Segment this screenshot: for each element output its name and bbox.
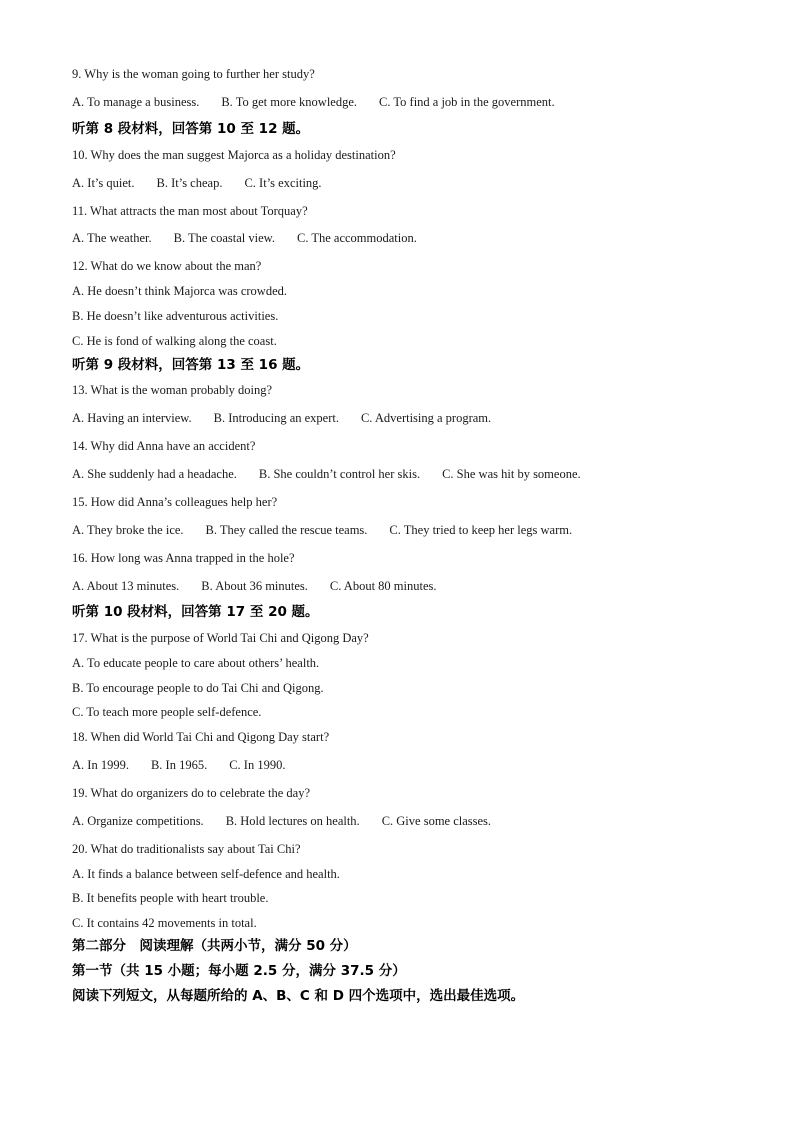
option-a: A. Having an interview. — [72, 411, 192, 425]
option-a: A. Organize competitions. — [72, 814, 204, 828]
section-heading-8: 听第 8 段材料，回答第 10 至 12 题。 — [72, 121, 310, 137]
question-18-stem: 18. When did World Tai Chi and Qigong Day start? — [72, 730, 330, 744]
question-12-option-c: C. He is fond of walking along the coast. — [72, 334, 277, 348]
reading-instruction: 阅读下列短文，从每题所给的 A、B、C 和 D 四个选项中，选出最佳选项。 — [72, 988, 525, 1004]
question-10-stem: 10. Why does the man suggest Majorca as a holiday destination? — [72, 148, 396, 162]
question-12-stem: 12. What do we know about the man? — [72, 259, 262, 273]
question-9-options — [72, 94, 555, 110]
question-17-option-c: C. To teach more people self-defence. — [72, 705, 262, 719]
question-16-stem: 16. How long was Anna trapped in the hole? — [72, 551, 295, 565]
question-11-options — [72, 230, 417, 246]
question-20-option-b: B. It benefits people with heart trouble. — [72, 891, 269, 905]
option-c: C. In 1990. — [229, 758, 286, 772]
question-13-options — [72, 410, 491, 426]
question-18-options — [72, 757, 285, 773]
section-heading-9: 听第 9 段材料，回答第 13 至 16 题。 — [72, 357, 310, 373]
option-c: C. To find a job in the government. — [379, 95, 555, 109]
question-19-stem: 19. What do organizers do to celebrate the day? — [72, 786, 310, 800]
option-b: B. In 1965. — [150, 758, 208, 772]
option-c: C. About 80 minutes. — [329, 579, 437, 593]
option-a: A. About 13 minutes. — [72, 579, 180, 593]
option-c: C. The accommodation. — [296, 231, 417, 245]
question-20-stem: 20. What do traditionalists say about Tai Chi? — [72, 842, 301, 856]
option-b: B. Introducing an expert. — [213, 411, 339, 425]
option-c: C. Advertising a program. — [360, 411, 492, 425]
question-13-stem: 13. What is the woman probably doing? — [72, 383, 273, 397]
option-a: A. The weather. — [72, 231, 152, 245]
option-b: B. It’s cheap. — [156, 176, 223, 190]
option-a: A. She suddenly had a headache. — [72, 467, 237, 481]
option-a: A. It’s quiet. — [72, 176, 135, 190]
question-12-option-a: A. He doesn’t think Majorca was crowded. — [72, 284, 287, 298]
question-9-stem: 9. Why is the woman going to further her study? — [72, 67, 315, 81]
part-two-section-one-heading: 第一节（共 15 小题；每小题 2.5 分，满分 37.5 分） — [72, 963, 406, 979]
question-14-options — [72, 466, 581, 482]
question-12-option-b: B. He doesn’t like adventurous activities. — [72, 309, 279, 323]
option-b: B. They called the rescue teams. — [205, 523, 368, 537]
section-heading-10: 听第 10 段材料，回答第 17 至 20 题。 — [72, 604, 319, 620]
question-17-stem: 17. What is the purpose of World Tai Chi and Qigong Day? — [72, 631, 369, 645]
question-10-options — [72, 175, 322, 191]
question-19-options — [72, 813, 491, 829]
option-a: A. In 1999. — [72, 758, 129, 772]
question-17-option-b: B. To encourage people to do Tai Chi and Qigong. — [72, 681, 324, 695]
option-a: A. To manage a business. — [72, 95, 200, 109]
option-b: B. The coastal view. — [173, 231, 275, 245]
question-11-stem: 11. What attracts the man most about Torquay? — [72, 204, 308, 218]
option-a: A. They broke the ice. — [72, 523, 184, 537]
question-15-options — [72, 522, 572, 538]
option-c: C. She was hit by someone. — [442, 467, 581, 481]
question-17-option-a: A. To educate people to care about others’ health. — [72, 656, 320, 670]
option-b: B. About 36 minutes. — [201, 579, 308, 593]
question-20-option-c: C. It contains 42 movements in total. — [72, 916, 257, 930]
option-c: C. It’s exciting. — [244, 176, 322, 190]
option-c: C. Give some classes. — [381, 814, 492, 828]
question-15-stem: 15. How did Anna’s colleagues help her? — [72, 495, 278, 509]
question-14-stem: 14. Why did Anna have an accident? — [72, 439, 256, 453]
option-b: B. To get more knowledge. — [221, 95, 358, 109]
question-16-options — [72, 578, 437, 594]
question-20-option-a: A. It finds a balance between self-defence and health. — [72, 867, 340, 881]
option-b: B. She couldn’t control her skis. — [258, 467, 421, 481]
option-b: B. Hold lectures on health. — [225, 814, 360, 828]
part-two-heading: 第二部分 阅读理解（共两小节，满分 50 分） — [72, 938, 357, 954]
option-c: C. They tried to keep her legs warm. — [389, 523, 573, 537]
